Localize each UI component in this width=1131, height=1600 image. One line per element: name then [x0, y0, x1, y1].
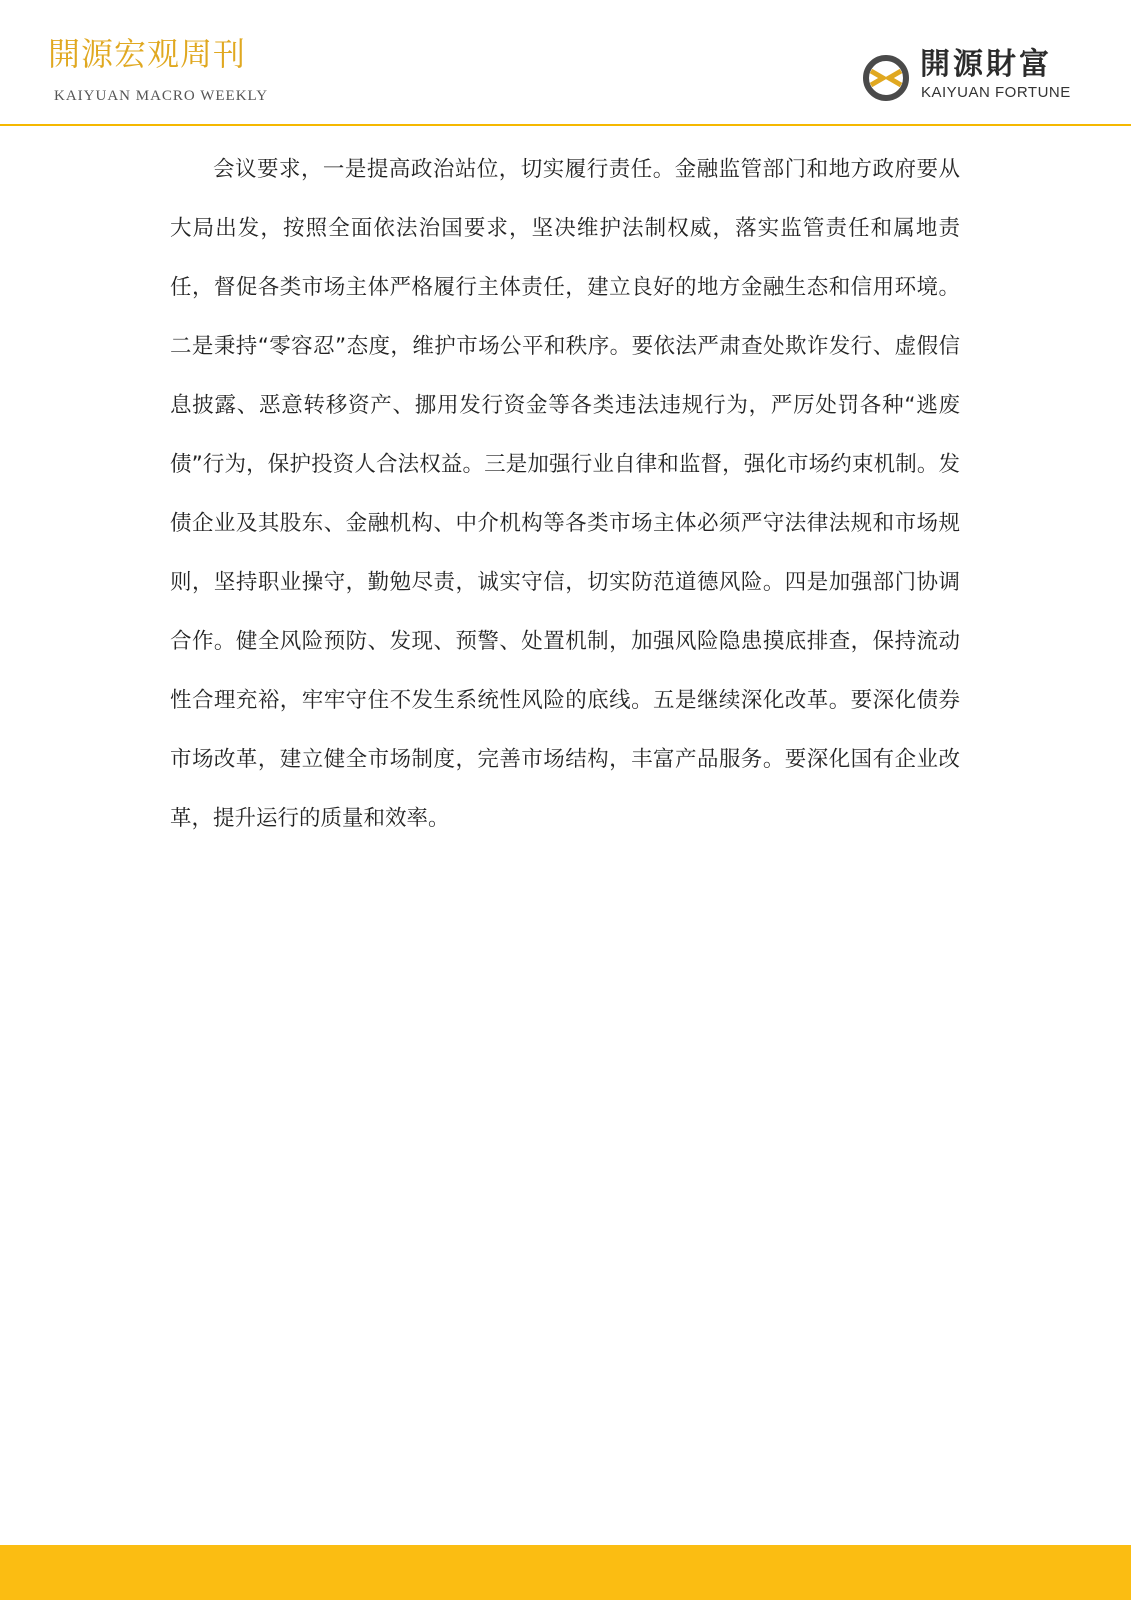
- page-header: [0, 0, 1131, 126]
- brand-title-cn: 開源宏观周刊: [48, 35, 247, 73]
- logo-wordmark-en: KAIYUAN FORTUNE: [921, 84, 1071, 101]
- kaiyuan-logo-icon: [862, 54, 910, 102]
- logo-wordmark-cn: 開源財富: [920, 47, 1052, 82]
- header-divider: [0, 124, 1131, 126]
- document-body: [170, 140, 960, 848]
- brand-title-en: KAIYUAN MACRO WEEKLY: [54, 88, 269, 104]
- body-paragraph: 会议要求，一是提高政治站位，切实履行责任。金融监管部门和地方政府要从大局出发，按照全面依法治国要求，坚决维护法制权威，落实监管责任和属地责任，督促各类市场主体严格履行主体责任，建立良好的地方金融生态和信用环境。二是秉持“零容忍”态度，维护市场公平和秩序。要依法严肃查处欺诈发行、虚假信息披露、恶意转移资产、挪用发行资金等各类违法违规行为，严厉处罚各种“逃废债”行为，保护投资人合法权益。三是加强行业自律和监督，强化市场约束机制。发债企业及其股东、金融机构、中介机构等各类市场主体必须严守法律法规和市场规则，坚持职业操守，勤勉尽责，诚实守信，切实防范道德风险。四是加强部门协调合作。健全风险预防、发现、预警、处置机制，加强风险隐患摸底排查，保持流动性合理充裕，牢牢守住不发生系统性风险的底线。五是继续深化改革。要深化债券市场改革，建立健全市场制度，完善市场结构，丰富产品服务。要深化国有企业改革，提升运行的质量和效率。: [170, 157, 960, 831]
- footer-band: [0, 1545, 1131, 1600]
